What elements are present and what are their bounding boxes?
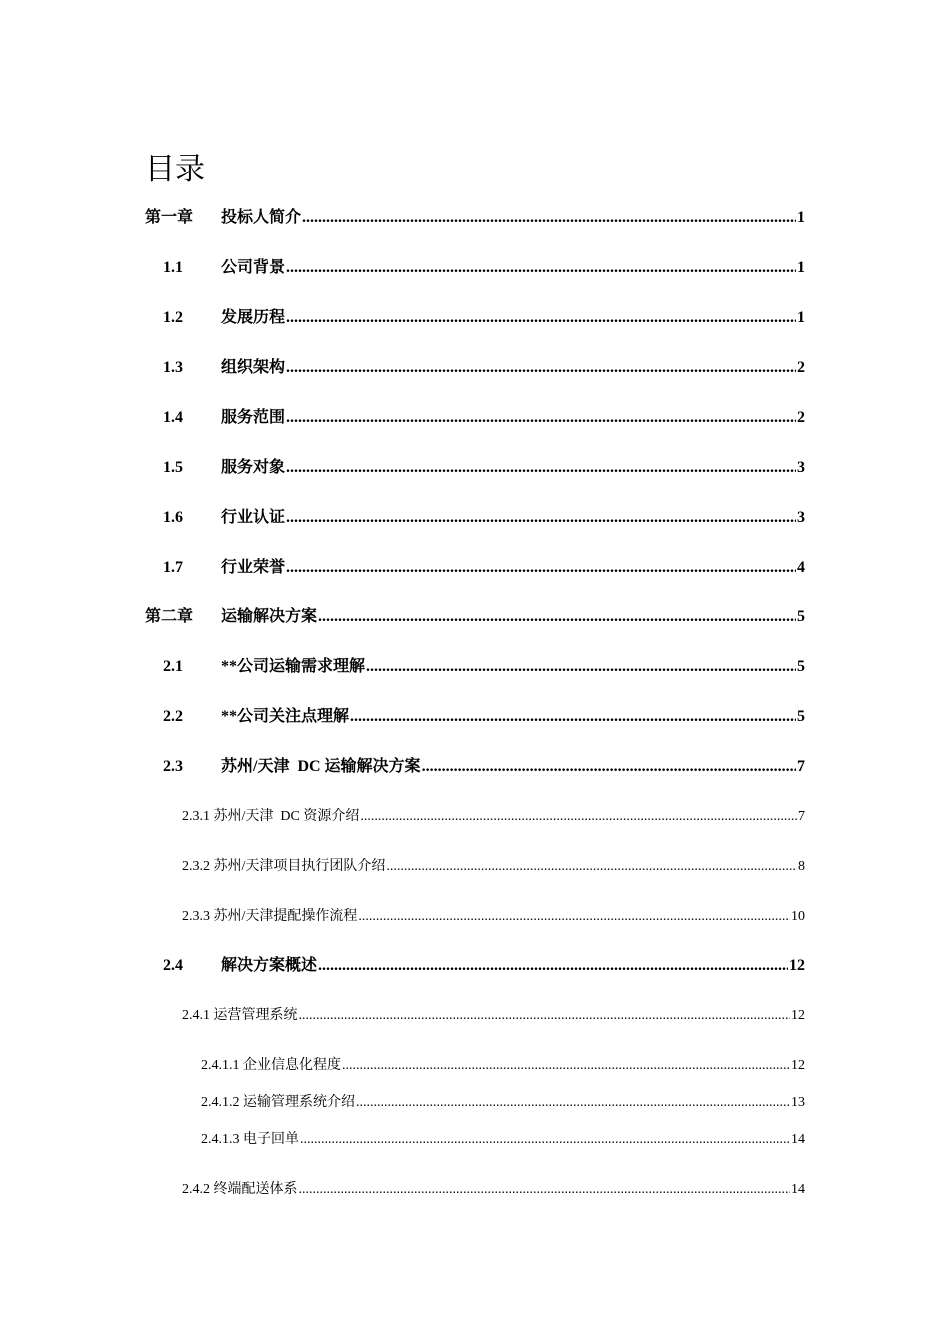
toc-entry-label: 服务范围 (221, 409, 286, 426)
toc-dot-leader (422, 756, 796, 778)
toc-dot-leader (299, 1179, 791, 1201)
toc-entry-page: 14 (791, 1182, 805, 1197)
toc-entry-1-2[interactable] (163, 307, 805, 329)
toc-title: 目录 (145, 153, 205, 186)
toc-entry-label: **公司运输需求理解 (221, 658, 366, 675)
toc-entry-label: 组织架构 (221, 359, 286, 376)
toc-dot-leader (286, 557, 796, 579)
toc-entry-number: 1.6 (163, 509, 183, 526)
toc-entry-label: 服务对象 (221, 459, 286, 476)
toc-entry-label: 行业荣誉 (221, 559, 286, 576)
toc-entry-2-2[interactable] (163, 706, 805, 728)
toc-dot-leader (286, 407, 796, 429)
toc-entry-page: 1 (797, 259, 805, 276)
toc-entry-page: 12 (791, 1008, 805, 1023)
toc-entry-page: 13 (791, 1095, 805, 1110)
toc-entry-label: 解决方案概述 (221, 957, 318, 974)
toc-entry-page: 2 (797, 359, 805, 376)
toc-entry-label: 苏州/天津项目执行团队介绍 (213, 859, 386, 874)
toc-entry-page: 10 (791, 909, 805, 924)
toc-entry-page: 5 (797, 658, 805, 675)
toc-entry-label: 终端配送体系 (213, 1182, 298, 1197)
toc-entry-label: 运输管理系统介绍 (243, 1095, 355, 1110)
toc-entry-label: 苏州/天津提配操作流程 (213, 909, 358, 924)
toc-entry-number: 第一章 (145, 209, 194, 226)
toc-entry-2-1[interactable] (163, 656, 805, 678)
toc-entry-number: 2.3.1 (182, 809, 210, 824)
toc-entry-number: 2.4.2 (182, 1182, 210, 1197)
toc-entry-number: 2.3.3 (182, 909, 210, 924)
toc-entry-page: 1 (797, 209, 805, 226)
toc-entry-2-4[interactable] (163, 955, 805, 977)
toc-entry-2-4-1-3[interactable] (201, 1129, 805, 1151)
toc-entry-label: 行业认证 (221, 509, 286, 526)
toc-entry-number: 1.4 (163, 409, 183, 426)
toc-entry-page: 12 (791, 1058, 805, 1073)
toc-entry-page: 3 (797, 509, 805, 526)
toc-entry-label: 投标人简介 (221, 209, 302, 226)
toc-entry-page: 7 (798, 809, 805, 824)
toc-entry-label: 发展历程 (221, 309, 286, 326)
toc-entry-1-7[interactable] (163, 557, 805, 579)
toc-entry-number: 1.1 (163, 259, 183, 276)
toc-entry-number: 1.3 (163, 359, 183, 376)
toc-entry-2-4-1[interactable] (182, 1005, 805, 1027)
toc-entry-label: 运输解决方案 (221, 608, 318, 625)
toc-entry-2-4-1-1[interactable] (201, 1055, 805, 1077)
toc-dot-leader (360, 806, 797, 828)
toc-entry-page: 3 (797, 459, 805, 476)
toc-entry-page: 14 (791, 1132, 805, 1147)
toc-entry-number: 2.4 (163, 957, 183, 974)
toc-entry-number: 2.3 (163, 758, 183, 775)
toc-entry-number: 2.4.1 (182, 1008, 210, 1023)
toc-entry-number: 第二章 (145, 608, 194, 625)
toc-entry-1-6[interactable] (163, 507, 805, 529)
toc-entry-page: 1 (797, 309, 805, 326)
toc-entry-2-4-2[interactable] (182, 1179, 805, 1201)
toc-dot-leader (318, 606, 796, 628)
toc-entry-page: 2 (797, 409, 805, 426)
toc-entry-number: 1.2 (163, 309, 183, 326)
toc-dot-leader (299, 1005, 791, 1027)
toc-entry-label: 电子回单 (243, 1132, 299, 1147)
toc-dot-leader (356, 1092, 790, 1114)
toc-entry-2-3-1[interactable] (182, 806, 805, 828)
toc-entry-number: 2.4.1.2 (201, 1095, 240, 1110)
toc-entry-label: 企业信息化程度 (243, 1058, 341, 1073)
toc-dot-leader (358, 906, 790, 928)
toc-entry-label: 苏州/天津 DC 资源介绍 (213, 809, 360, 824)
toc-entry-number: 2.4.1.1 (201, 1058, 240, 1073)
toc-entry-2-3-2[interactable] (182, 856, 805, 878)
toc-dot-leader (302, 207, 796, 229)
toc-entry-chapter-2[interactable] (145, 606, 805, 628)
toc-entry-label: 公司背景 (221, 259, 286, 276)
toc-entry-page: 5 (797, 708, 805, 725)
toc-entry-page: 12 (789, 957, 805, 974)
toc-entry-number: 1.7 (163, 559, 183, 576)
toc-entry-2-3[interactable] (163, 756, 805, 778)
toc-dot-leader (286, 457, 796, 479)
toc-dot-leader (286, 507, 796, 529)
toc-entry-1-4[interactable] (163, 407, 805, 429)
toc-dot-leader (318, 955, 788, 977)
toc-entry-number: 2.1 (163, 658, 183, 675)
toc-entry-page: 5 (797, 608, 805, 625)
toc-entry-number: 1.5 (163, 459, 183, 476)
toc-entry-page: 7 (797, 758, 805, 775)
toc-entry-1-1[interactable] (163, 257, 805, 279)
toc-dot-leader (286, 357, 796, 379)
toc-dot-leader (350, 706, 796, 728)
toc-dot-leader (286, 257, 796, 279)
toc-entry-2-3-3[interactable] (182, 906, 805, 928)
toc-entry-label: 苏州/天津 DC 运输解决方案 (221, 758, 421, 775)
toc-entry-page: 8 (798, 859, 805, 874)
toc-entry-label: **公司关注点理解 (221, 708, 350, 725)
toc-entry-number: 2.2 (163, 708, 183, 725)
toc-entry-page: 4 (797, 559, 805, 576)
toc-entry-label: 运营管理系统 (213, 1008, 298, 1023)
toc-dot-leader (342, 1055, 790, 1077)
toc-dot-leader (300, 1129, 790, 1151)
toc-dot-leader (366, 656, 796, 678)
toc-entry-2-4-1-2[interactable] (201, 1092, 805, 1114)
toc-dot-leader (386, 856, 797, 878)
toc-entry-number: 2.4.1.3 (201, 1132, 240, 1147)
toc-entry-1-5[interactable] (163, 457, 805, 479)
toc-dot-leader (286, 307, 796, 329)
toc-entry-1-3[interactable] (163, 357, 805, 379)
toc-entry-chapter-1[interactable] (145, 207, 805, 229)
toc-entry-number: 2.3.2 (182, 859, 210, 874)
